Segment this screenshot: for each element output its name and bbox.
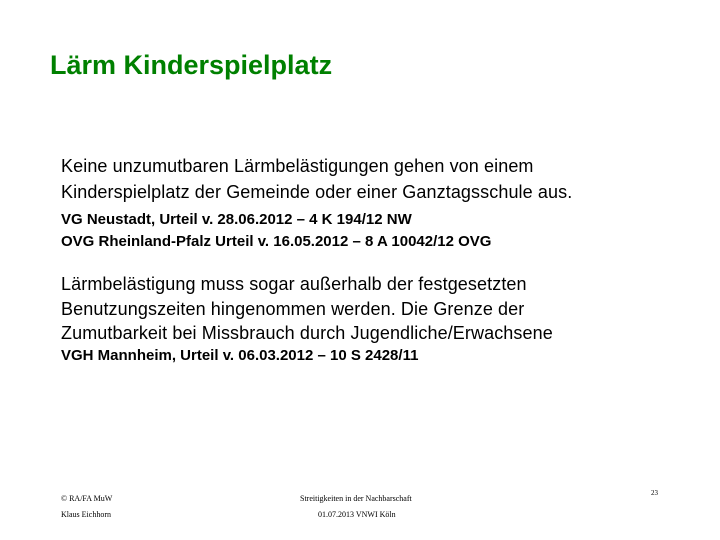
block2-line1: Lärmbelästigung muss sogar außerhalb der festgesetzten <box>61 274 527 294</box>
block2-citation-1: VGH Mannheim, Urteil v. 06.03.2012 – 10 S 2428/11 <box>61 347 419 364</box>
footer-author: Klaus Eichhorn <box>61 510 111 519</box>
page-number: 23 <box>651 489 658 497</box>
block2-line2: Benutzungszeiten hingenommen werden. Die Grenze der <box>61 299 525 319</box>
block2-line3: Zumutbarkeit bei Missbrauch durch Jugendliche/Erwachsene <box>61 323 553 343</box>
slide-title: Lärm Kinderspielplatz <box>50 50 333 80</box>
footer-topic: Streitigkeiten in der Nachbarschaft <box>300 494 412 503</box>
block1-citation-1: VG Neustadt, Urteil v. 28.06.2012 – 4 K 194/12 NW <box>61 211 412 228</box>
block1-line1: Keine unzumutbaren Lärmbelästigungen gehen von einem <box>61 156 534 176</box>
footer-copyright: © RA/FA MuW <box>61 494 113 503</box>
block1-citation-2: OVG Rheinland-Pfalz Urteil v. 16.05.2012 – 8 A 10042/12 OVG <box>61 233 492 250</box>
block1-line2: Kinderspielplatz der Gemeinde oder einer Ganztagsschule aus. <box>61 182 573 202</box>
footer-event: 01.07.2013 VNWI Köln <box>318 510 396 519</box>
